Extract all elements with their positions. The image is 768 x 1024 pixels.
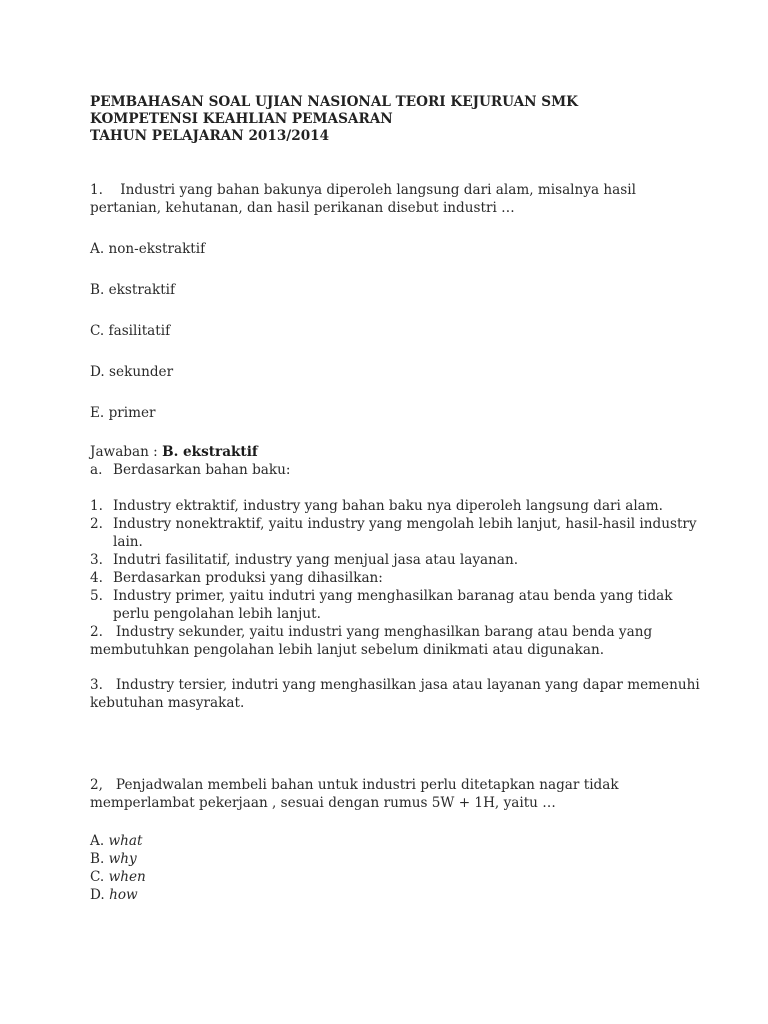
list-item: 3. Indutri fasilitatif, industry yang menjual jasa atau layanan. xyxy=(90,552,519,568)
question-2-text xyxy=(90,776,710,812)
question-1-line-1: Industri yang bahan bakunya diperoleh langsung dari alam, misalnya hasil xyxy=(120,182,636,198)
question-2-line-1: 2, Penjadwalan membeli bahan untuk industri perlu ditetapkan nagar tidak xyxy=(90,777,619,793)
document-title xyxy=(90,94,710,145)
list-item-secondary-2: 2. Industry sekunder, yaitu industri yang menghasilkan barang atau benda yang membutuhkan pengolahan lebih lanjut sebelum dinikmati atau digunakan. xyxy=(90,624,653,658)
list-item: 1. Industry ektraktif, industry yang bahan baku nya diperoleh langsung dari alam. xyxy=(90,498,663,514)
document-page xyxy=(90,94,710,904)
question-1-number: 1. xyxy=(90,182,103,198)
sub-heading-marker: a. xyxy=(90,462,103,478)
title-line-3: TAHUN PELAJARAN 2013/2014 xyxy=(90,128,330,144)
option-how: D. how xyxy=(90,887,138,903)
title-line-1: PEMBAHASAN SOAL UJIAN NASIONAL TEORI KEJURUAN SMK xyxy=(90,94,578,110)
answer-line xyxy=(90,443,710,461)
question-1 xyxy=(90,181,710,712)
question-2 xyxy=(90,776,710,904)
question-2-options xyxy=(90,832,710,904)
question-1-text xyxy=(90,181,710,217)
option-d: D. sekunder xyxy=(90,364,174,380)
title-line-2: KOMPETENSI KEAHLIAN PEMASARAN xyxy=(90,111,393,127)
classification-list xyxy=(90,497,710,659)
list-item: 5. Industry primer, yaitu indutri yang menghasilkan baranag atau benda yang tidak perlu pengolahan lebih lanjut. xyxy=(90,588,673,622)
list-item: 2. Industry nonektraktif, yaitu industry yang mengolah lebih lanjut, hasil-hasil industry lain. xyxy=(90,516,697,550)
question-2-line-2: memperlambat pekerjaan , sesuai dengan rumus 5W + 1H, yaitu … xyxy=(90,795,556,811)
option-c: C. fasilitatif xyxy=(90,323,171,339)
sub-heading-text: Berdasarkan bahan baku: xyxy=(113,462,291,478)
option-when: C. when xyxy=(90,869,146,885)
question-1-line-2: pertanian, kehutanan, dan hasil perikanan disebut industri … xyxy=(90,200,515,216)
option-b: B. ekstraktif xyxy=(90,282,176,298)
option-why: B. why xyxy=(90,851,137,867)
option-a: A. non-ekstraktif xyxy=(90,241,206,257)
list-item-tertiary-3: 3. Industry tersier, indutri yang menghasilkan jasa atau layanan yang dapar memenuhi kebutuhan masyrakat. xyxy=(90,677,700,711)
list-item: 4. Berdasarkan produksi yang dihasilkan: xyxy=(90,570,383,586)
answer-label: Jawaban : xyxy=(90,444,163,460)
answer-value: B. ekstraktif xyxy=(162,444,258,460)
option-what: A. what xyxy=(90,833,143,849)
option-e: E. primer xyxy=(90,405,156,421)
sub-heading-a xyxy=(90,461,710,479)
